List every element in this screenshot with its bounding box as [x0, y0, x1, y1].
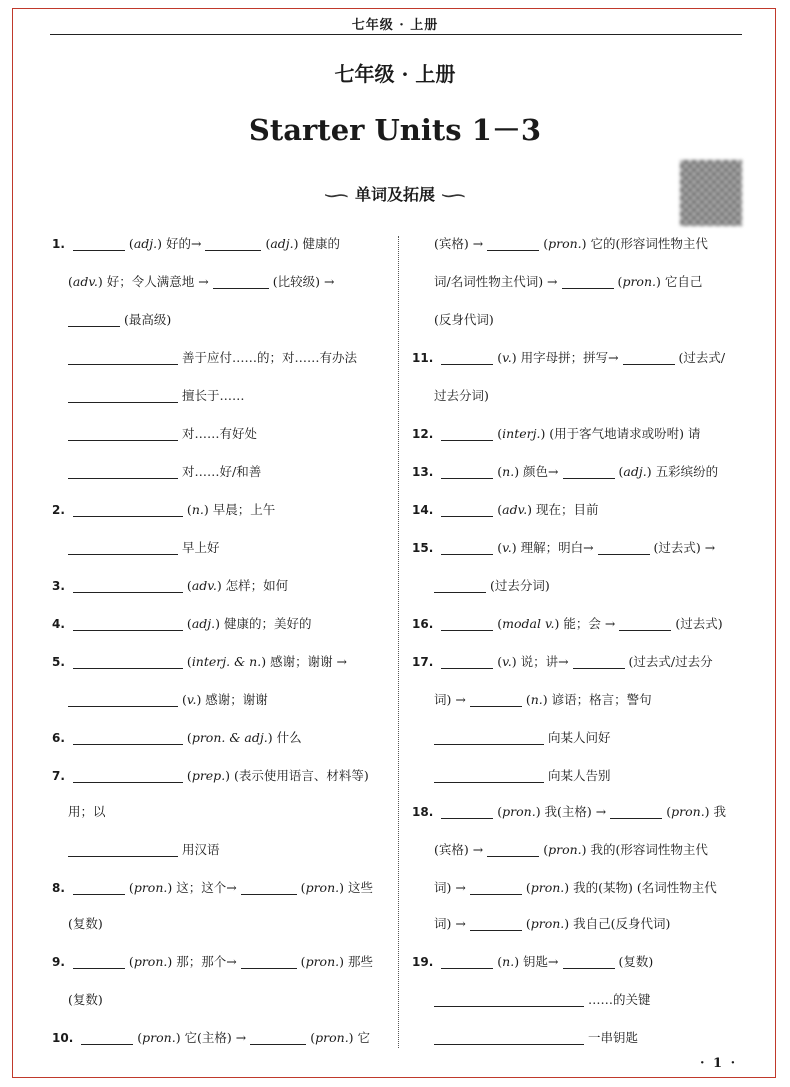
answer-blank[interactable] [73, 654, 183, 669]
vocab-line: 11. (v.) 用字母拼；拼写→ (过去式/ [412, 350, 726, 365]
answer-blank[interactable] [563, 464, 615, 479]
vocab-line: 5. (interj. & n.) 感谢；谢谢 → [52, 654, 348, 669]
answer-blank[interactable] [68, 388, 178, 403]
answer-blank[interactable] [73, 616, 183, 631]
vocab-line: 词) → (pron.) 我的(某物) (名词性物主代 [434, 880, 717, 895]
vocab-line: 词) → (pron.) 我自己(反身代词) [434, 916, 671, 931]
vocab-line: 过去分词) [434, 388, 489, 403]
answer-blank[interactable] [470, 880, 522, 895]
answer-blank[interactable] [73, 502, 183, 517]
vocab-line: 15. (v.) 理解；明白→ (过去式) → [412, 540, 716, 555]
grade-title: 七年级 · 上册 [334, 62, 456, 86]
answer-blank[interactable] [68, 464, 178, 479]
vocab-line: (复数) [68, 916, 103, 931]
vocab-line: 14. (adv.) 现在；目前 [412, 502, 599, 517]
left-ornament-icon: ∽ [321, 183, 352, 207]
vocab-line: 16. (modal v.) 能；会 → (过去式) [412, 616, 723, 631]
answer-blank[interactable] [81, 1030, 133, 1045]
answer-blank[interactable] [487, 236, 539, 251]
vocab-line: (过去分词) [434, 574, 550, 598]
vocab-line: 19. (n.) 钥匙→ (复数) [412, 954, 654, 969]
vocab-line: 善于应付……的；对……有办法 [68, 346, 357, 370]
answer-blank[interactable] [441, 426, 493, 441]
answer-blank[interactable] [573, 654, 625, 669]
answer-blank[interactable] [441, 502, 493, 517]
answer-blank[interactable] [623, 350, 675, 365]
vocab-line: 18. (pron.) 我(主格) → (pron.) 我 [412, 804, 727, 819]
answer-blank[interactable] [487, 842, 539, 857]
vocab-line: 一串钥匙 [434, 1026, 638, 1050]
answer-blank[interactable] [68, 350, 178, 365]
answer-blank[interactable] [441, 616, 493, 631]
answer-blank[interactable] [241, 880, 297, 895]
vocab-line: (最高级) [68, 308, 171, 332]
answer-blank[interactable] [73, 768, 183, 783]
answer-blank[interactable] [434, 992, 584, 1007]
section-title: 单词及拓展 [354, 185, 435, 204]
header-rule [50, 34, 742, 35]
answer-blank[interactable] [73, 236, 125, 251]
vocab-line: (宾格) → (pron.) 它的(形容词性物主代 [434, 236, 708, 251]
vocab-line: 早上好 [68, 536, 220, 560]
vocab-line: 1. (adj.) 好的→ (adj.) 健康的 [52, 236, 341, 251]
vocab-line: 13. (n.) 颜色→ (adj.) 五彩缤纷的 [412, 464, 719, 479]
vocab-line: 10. (pron.) 它(主格) → (pron.) 它 [52, 1030, 371, 1045]
vocab-line: 4. (adj.) 健康的；美好的 [52, 616, 312, 631]
column-divider [398, 236, 399, 1048]
answer-blank[interactable] [470, 692, 522, 707]
answer-blank[interactable] [434, 578, 486, 593]
vocab-line: 擅长于…… [68, 384, 245, 408]
vocab-line: 用汉语 [68, 838, 220, 862]
vocab-line: 对……有好处 [68, 422, 257, 446]
answer-blank[interactable] [470, 916, 522, 931]
answer-blank[interactable] [213, 274, 269, 289]
answer-blank[interactable] [205, 236, 261, 251]
answer-blank[interactable] [73, 954, 125, 969]
answer-blank[interactable] [434, 730, 544, 745]
answer-blank[interactable] [241, 954, 297, 969]
answer-blank[interactable] [250, 1030, 306, 1045]
vocab-line: 17. (v.) 说；讲→ (过去式/过去分 [412, 654, 713, 669]
vocab-line: (宾格) → (pron.) 我的(形容词性物主代 [434, 842, 708, 857]
section-heading [0, 182, 790, 207]
vocab-line: (反身代词) [434, 312, 494, 327]
answer-blank[interactable] [610, 804, 662, 819]
answer-blank[interactable] [73, 578, 183, 593]
vocab-line: 词) → (n.) 谚语；格言；警句 [434, 692, 652, 707]
vocab-line: 12. (interj.) (用于客气地请求或吩咐) 请 [412, 426, 701, 441]
answer-blank[interactable] [441, 350, 493, 365]
vocab-line: (复数) [68, 992, 103, 1007]
vocab-line: 8. (pron.) 这；这个→ (pron.) 这些 [52, 880, 373, 895]
answer-blank[interactable] [619, 616, 671, 631]
vocab-line: ……的关键 [434, 988, 651, 1012]
vocab-line: 向某人告别 [434, 764, 611, 788]
answer-blank[interactable] [434, 768, 544, 783]
page-number: · 1 · [700, 1056, 738, 1071]
answer-blank[interactable] [434, 1030, 584, 1045]
answer-blank[interactable] [68, 426, 178, 441]
unit-title: Starter Units 1－3 [248, 113, 542, 147]
answer-blank[interactable] [441, 464, 493, 479]
vocab-line: 6. (pron. & adj.) 什么 [52, 730, 302, 745]
qr-code-icon[interactable] [680, 160, 742, 226]
answer-blank[interactable] [73, 880, 125, 895]
vocab-line: 对……好/和善 [68, 460, 261, 484]
answer-blank[interactable] [441, 804, 493, 819]
answer-blank[interactable] [441, 954, 493, 969]
vocab-line: (adv.) 好；令人满意地 → (比较级) → [68, 274, 335, 289]
vocab-line: (v.) 感谢；谢谢 [68, 688, 268, 712]
vocab-line: 7. (prep.) (表示使用语言、材料等) [52, 768, 369, 783]
answer-blank[interactable] [441, 540, 493, 555]
vocab-line: 2. (n.) 早晨；上午 [52, 502, 276, 517]
answer-blank[interactable] [68, 540, 178, 555]
answer-blank[interactable] [68, 312, 120, 327]
right-ornament-icon: ∽ [438, 183, 469, 207]
answer-blank[interactable] [68, 692, 178, 707]
vocab-line: 词/名词性物主代词) → (pron.) 它自己 [434, 274, 703, 289]
answer-blank[interactable] [563, 954, 615, 969]
running-head: 七年级 · 上册 [351, 18, 439, 33]
answer-blank[interactable] [441, 654, 493, 669]
vocab-line: 用；以 [68, 804, 106, 819]
answer-blank[interactable] [598, 540, 650, 555]
vocab-line: 3. (adv.) 怎样；如何 [52, 578, 289, 593]
answer-blank[interactable] [73, 730, 183, 745]
vocab-line: 向某人问好 [434, 726, 611, 750]
answer-blank[interactable] [562, 274, 614, 289]
vocab-line: 9. (pron.) 那；那个→ (pron.) 那些 [52, 954, 373, 969]
answer-blank[interactable] [68, 842, 178, 857]
